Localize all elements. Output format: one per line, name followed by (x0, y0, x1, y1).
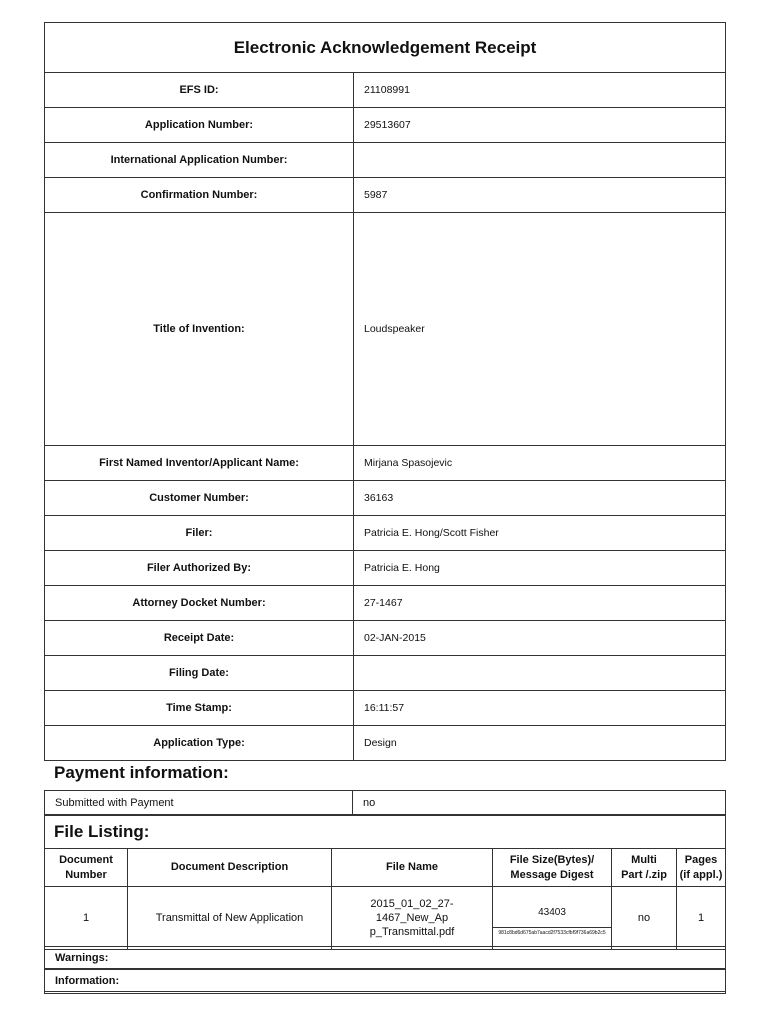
file-listing-heading: File Listing: (54, 822, 150, 841)
field-value-filer-authorized-by: Patricia E. Hong (354, 551, 726, 586)
field-label-first-named-inventor: First Named Inventor/Applicant Name: (45, 446, 354, 481)
message-digest: 981c8bd6d675ab7aacd2f7533cfbf9f736a69b2c5 (498, 930, 606, 936)
col-multi-part: Multi Part /.zip (612, 849, 677, 887)
table-row (45, 887, 726, 950)
col-document-number: Document Number (45, 849, 128, 887)
field-value-filing-date (354, 656, 726, 691)
information-row: Information: (44, 969, 726, 992)
field-label-time-stamp: Time Stamp: (45, 691, 354, 726)
col-document-description: Document Description (128, 849, 332, 887)
field-label-filer: Filer: (45, 516, 354, 551)
multi-part: no (612, 887, 677, 950)
field-value-first-named-inventor: Mirjana Spasojevic (354, 446, 726, 481)
field-value-application-number: 29513607 (354, 108, 726, 143)
field-value-international-application-number (354, 143, 726, 178)
field-label-title-of-invention: Title of Invention: (45, 213, 354, 446)
field-label-attorney-docket-number: Attorney Docket Number: (45, 586, 354, 621)
field-value-efs-id: 21108991 (354, 73, 726, 108)
file-size: 43403 (493, 898, 611, 928)
file-size-cell (493, 887, 612, 950)
field-label-international-application-number: International Application Number: (45, 143, 354, 178)
warnings-row: Warnings: (44, 946, 726, 969)
file-name[interactable]: 2015_01_02_27-1467_New_Ap p_Transmittal.pdf (332, 887, 493, 950)
document-description: Transmittal of New Application (128, 887, 332, 950)
payment-label: Submitted with Payment (45, 791, 353, 816)
receipt-table (44, 22, 726, 761)
field-label-confirmation-number: Confirmation Number: (45, 178, 354, 213)
field-value-receipt-date: 02-JAN-2015 (354, 621, 726, 656)
document-number: 1 (45, 887, 128, 950)
field-value-customer-number: 36163 (354, 481, 726, 516)
field-label-customer-number: Customer Number: (45, 481, 354, 516)
payment-heading: Payment information: (54, 763, 229, 782)
file-listing-table (44, 848, 726, 950)
field-label-receipt-date: Receipt Date: (45, 621, 354, 656)
field-value-title-of-invention: Loudspeaker (354, 213, 726, 446)
field-value-filer: Patricia E. Hong/Scott Fisher (354, 516, 726, 551)
receipt-title: Electronic Acknowledgement Receipt (45, 23, 726, 73)
field-value-time-stamp: 16:11:57 (354, 691, 726, 726)
field-label-filing-date: Filing Date: (45, 656, 354, 691)
field-label-application-type: Application Type: (45, 726, 354, 761)
field-value-application-type: Design (354, 726, 726, 761)
field-value-confirmation-number: 5987 (354, 178, 726, 213)
pages: 1 (677, 887, 726, 950)
field-label-filer-authorized-by: Filer Authorized By: (45, 551, 354, 586)
col-pages: Pages (if appl.) (677, 849, 726, 887)
col-file-name: File Name (332, 849, 493, 887)
field-label-efs-id: EFS ID: (45, 73, 354, 108)
payment-table (44, 790, 726, 816)
field-value-attorney-docket-number: 27-1467 (354, 586, 726, 621)
field-label-application-number: Application Number: (45, 108, 354, 143)
payment-value: no (353, 791, 726, 816)
col-file-size: File Size(Bytes)/ Message Digest (493, 849, 612, 887)
